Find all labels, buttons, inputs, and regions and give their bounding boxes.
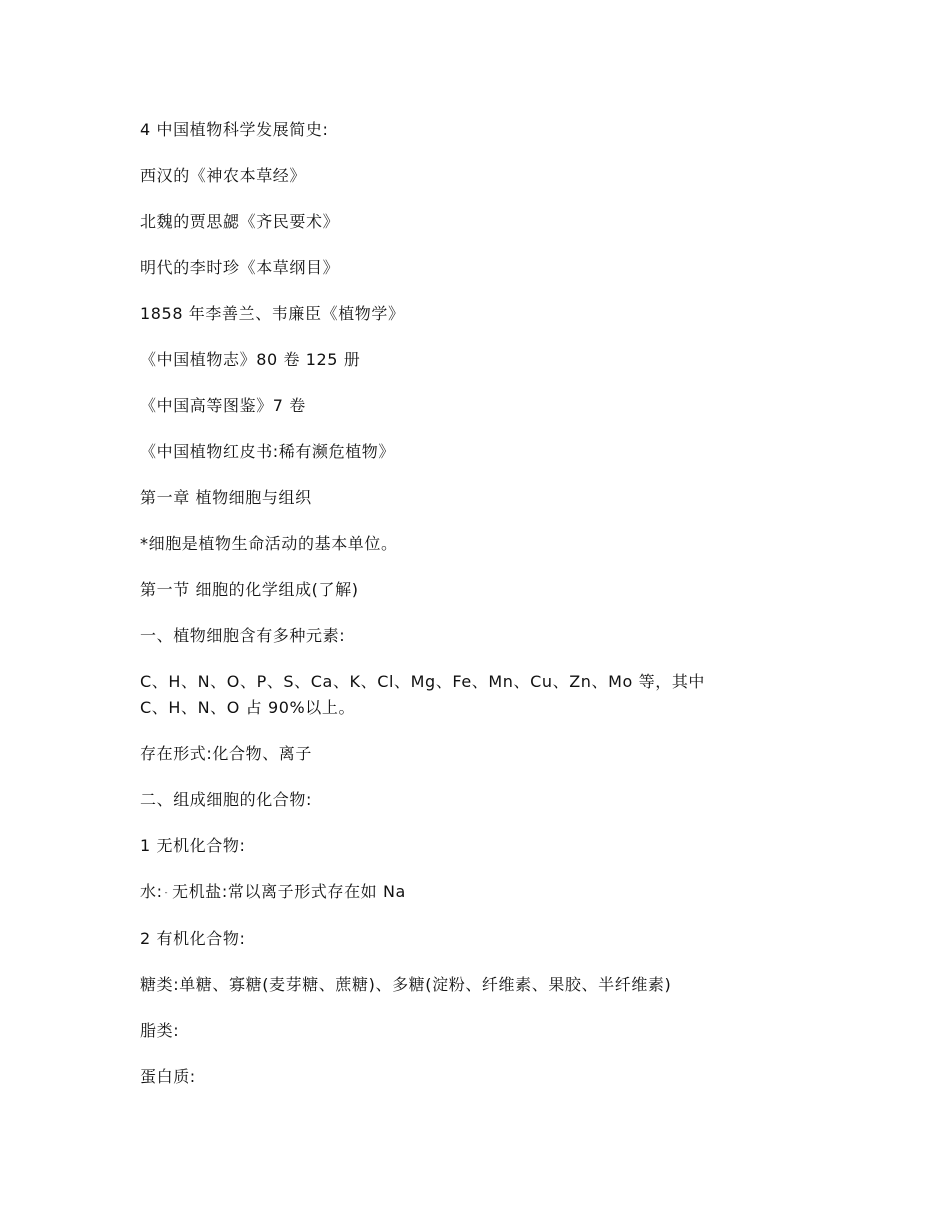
document-body: [140, 117, 800, 1110]
text-line: 《中国高等图鉴》7 卷: [140, 396, 306, 415]
text-line: 存在形式:化合物、离子: [140, 744, 312, 763]
water-label: 水:: [140, 882, 163, 901]
text-line: 明代的李时珍《本草纲目》: [140, 258, 340, 277]
text-line: 西汉的《神农本草经》: [140, 166, 307, 185]
text-line: 糖类:单糖、寡糖(麦芽糖、蔗糖)、多糖(淀粉、纤维素、果胶、半纤维素): [140, 974, 672, 994]
small-dash-mark: -: [164, 887, 169, 897]
text-line: 1858 年李善兰、韦廉臣《植物学》: [140, 304, 405, 323]
inorganic-salt-text: 无机盐:常以离子形式存在如 Na: [172, 882, 406, 901]
elements-paragraph: [140, 669, 780, 721]
elements-line-2: C、H、N、O 占 90%以上。: [140, 698, 356, 717]
text-line: 2 有机化合物:: [140, 928, 246, 948]
text-line: 北魏的贾思勰《齐民要术》: [140, 212, 340, 231]
section-heading: 第一节 细胞的化学组成(了解): [140, 580, 359, 599]
text-line: 二、组成细胞的化合物:: [140, 790, 312, 809]
chapter-heading: 第一章 植物细胞与组织: [140, 488, 312, 507]
elements-line-1: C、H、N、O、P、S、Ca、K、Cl、Mg、Fe、Mn、Cu、Zn、Mo 等，其中: [140, 672, 706, 691]
text-line: *细胞是植物生命活动的基本单位。: [140, 534, 398, 553]
water-salt-line: [140, 879, 800, 906]
section-heading-history: 4 中国植物科学发展简史:: [140, 120, 329, 139]
text-line: 《中国植物红皮书:稀有濒危植物》: [140, 442, 395, 461]
text-line: 一、植物细胞含有多种元素:: [140, 626, 346, 645]
text-line: 脂类:: [140, 1020, 180, 1040]
text-line: 《中国植物志》80 卷 125 册: [140, 350, 361, 369]
text-line: 1 无机化合物:: [140, 836, 246, 855]
text-line: 蛋白质:: [140, 1066, 196, 1086]
